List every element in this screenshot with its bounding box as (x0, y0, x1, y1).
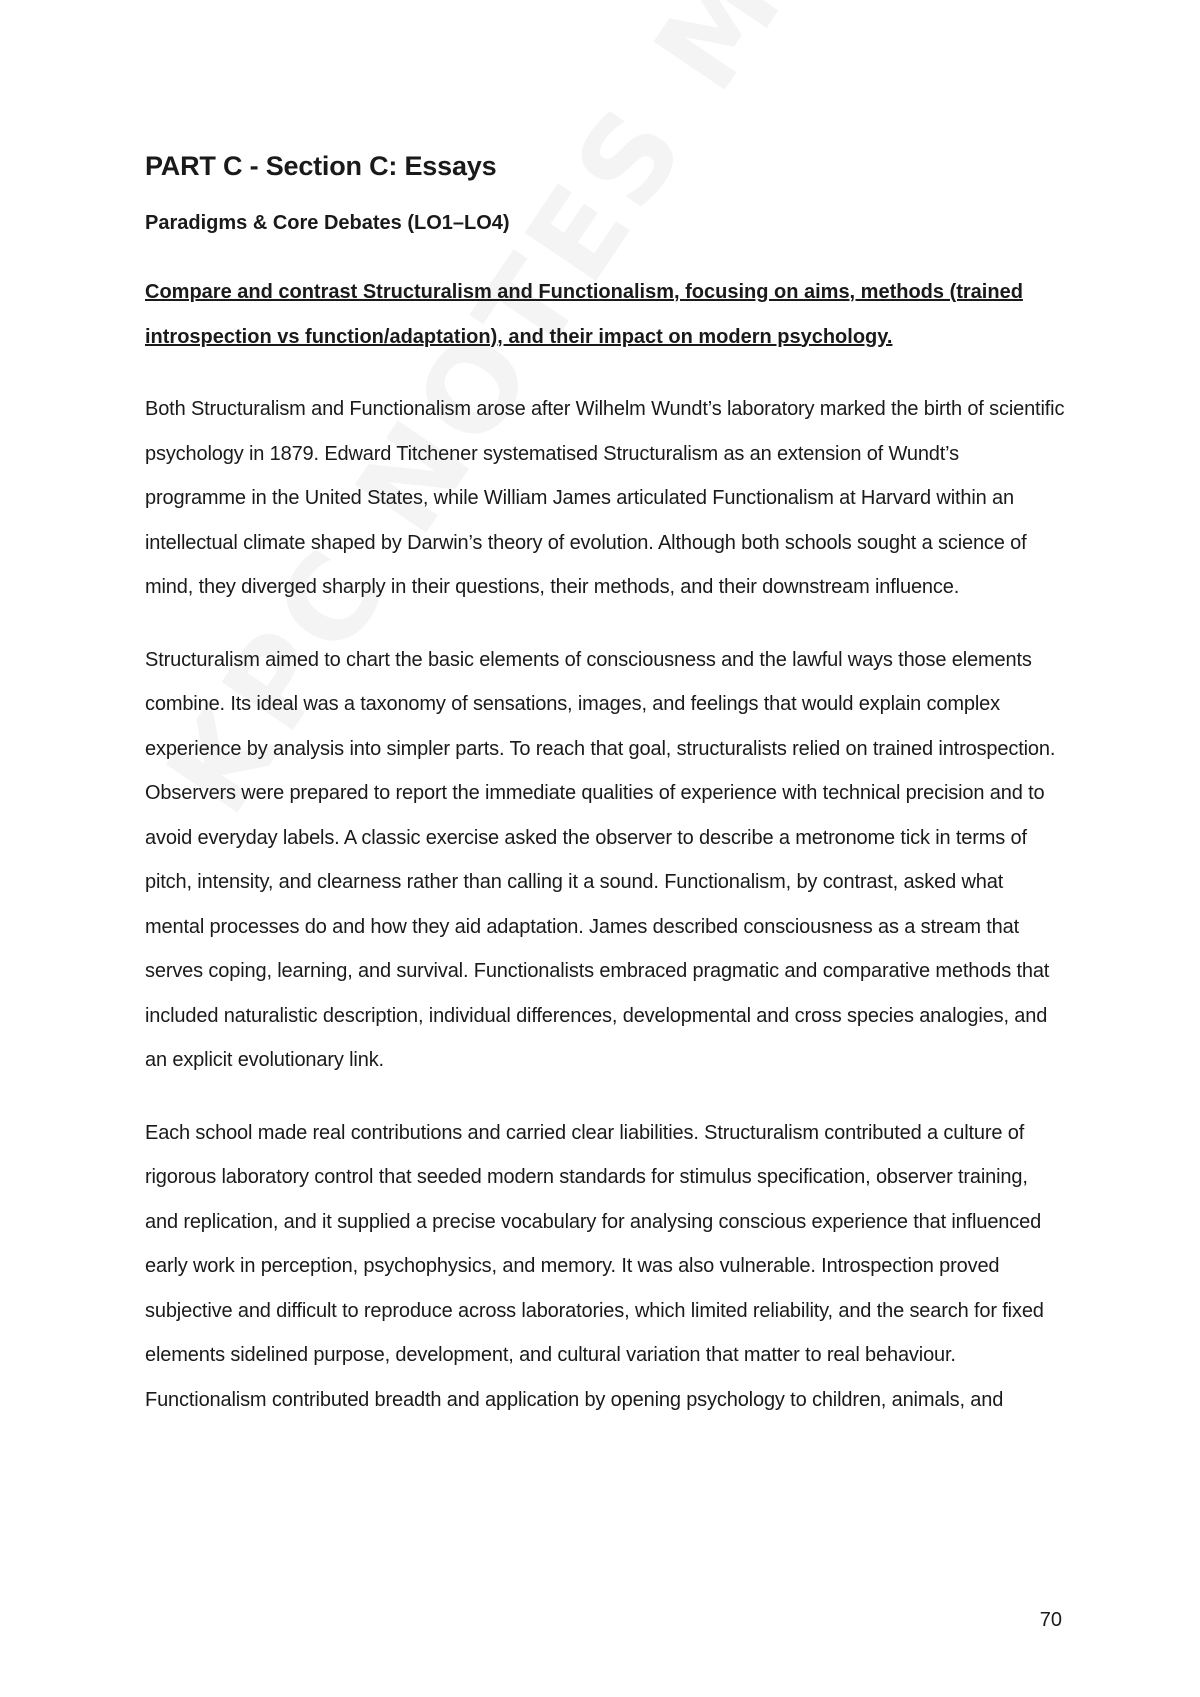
page-number: 70 (1039, 1609, 1062, 1631)
subsection-title: Paradigms & Core Debates (LO1–LO4) (145, 212, 510, 234)
section-title: PART C - Section C: Essays (145, 151, 497, 181)
paragraph-1: Both Structuralism and Functionalism arose after Wilhelm Wundt’s laboratory marked the birth of scientific psychology in 1879. Edward Titchener systematised Structuralism as an extension of Wundt’s programme in the United States, while William James articulated Functionalism at Harvard within an intellectual climate shaped by Darwin’s theory of evolution. Although both schools sought a science of mind, they diverged sharply in their questions, their methods, and their downstream influence. (145, 398, 1065, 598)
paragraph-3: Each school made real contributions and carried clear liabilities. Structuralism contributed a culture of rigorous laboratory control that seeded modern standards for stimulus specification, observer training, and replication, and it supplied a precise vocabulary for analysing conscious experience that influenced early work in perception, psychophysics, and memory. It was also vulnerable. Introspection proved subjective and difficult to reproduce across laboratories, which limited reliability, and the search for fixed elements sidelined purpose, development, and cultural variation that matter to real behaviour. Functionalism contributed breadth and application by opening psychology to children, animals, and (145, 1121, 1044, 1411)
page-content (145, 146, 1065, 1422)
paragraph-2: Structuralism aimed to chart the basic elements of consciousness and the lawful ways those elements combine. Its ideal was a taxonomy of sensations, images, and feelings that would explain complex experience by analysis into simpler parts. To reach that goal, structuralists relied on trained introspection. Observers were prepared to report the immediate qualities of experience with technical precision and to avoid everyday labels. A classic exercise asked the observer to describe a metronome tick in terms of pitch, intensity, and clearness rather than calling it a sound. Functionalism, by contrast, asked what mental processes do and how they aid adaptation. James described consciousness as a stream that serves coping, learning, and survival. Functionalists embraced pragmatic and comparative methods that included naturalistic description, individual differences, developmental and cross species analogies, and an explicit evolutionary link. (145, 648, 1056, 1071)
essay-question: Compare and contrast Structuralism and Functionalism, focusing on aims, methods (trained introspection vs function/adaptation), and their impact on modern psychology. (145, 281, 1023, 348)
